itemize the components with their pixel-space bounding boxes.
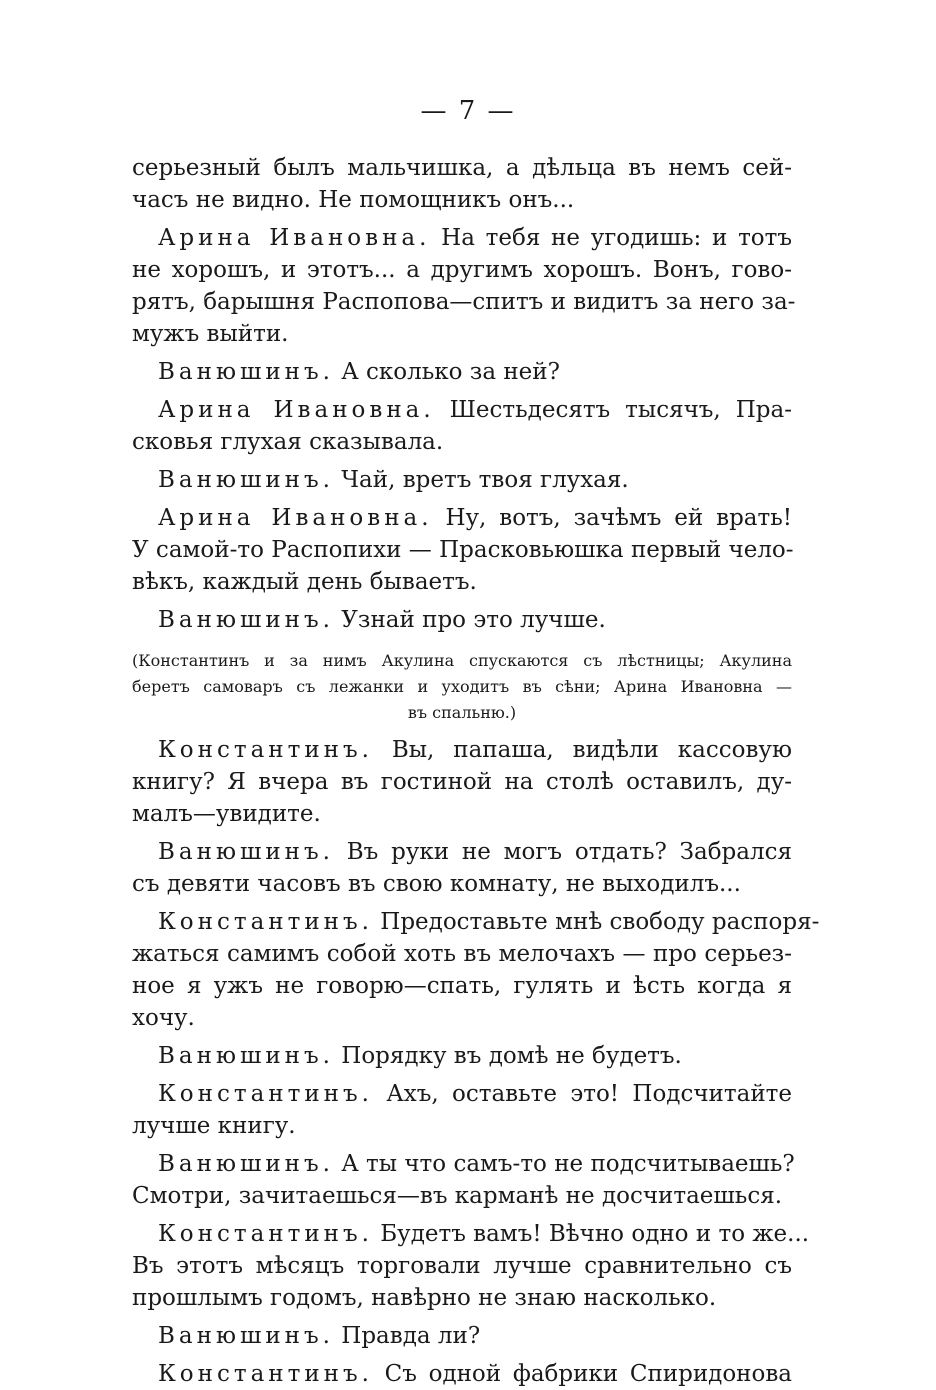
text-line — [132, 566, 792, 598]
stage-direction-text: беретъ самоваръ съ лежанки и уходитъ въ сѣни; Арина Ивановна — — [132, 677, 792, 696]
line-text: А ты что самъ-то не подсчитываешь? — [333, 1151, 795, 1177]
text-line — [132, 534, 792, 566]
play-text — [132, 152, 820, 1390]
line-text: серьезный былъ мальчишка, а дѣльца въ немъ сей- — [132, 155, 792, 181]
line-text: часъ не видно. Не помощникъ онъ... — [132, 187, 575, 213]
speaker-name: Ванюшинъ. — [158, 467, 334, 493]
speaker-name: Константинъ. — [158, 1361, 373, 1387]
line-text: прошлымъ годомъ, навѣрно не знаю насколько. — [132, 1285, 717, 1311]
text-line — [132, 1002, 792, 1034]
text-line — [132, 938, 792, 970]
speaker-name: Ванюшинъ. — [158, 1323, 334, 1349]
dialogue-line — [132, 464, 792, 496]
line-text: рятъ, барышня Распопова—спитъ и видитъ за него за- — [132, 289, 796, 315]
line-text: малъ—увидите. — [132, 801, 321, 827]
page-number: — 7 — — [420, 96, 516, 126]
line-text: сковья глухая сказывала. — [132, 429, 444, 455]
line-text: жаться самимъ собой хоть въ мелочахъ — про серьез- — [132, 941, 792, 967]
text-line — [132, 254, 792, 286]
text-line — [132, 1282, 792, 1314]
speaker-name: Константинъ. — [158, 1221, 373, 1247]
speaker-name: Ванюшинъ. — [158, 607, 334, 633]
stage-direction — [132, 700, 792, 726]
speaker-name: Ванюшинъ. — [158, 839, 334, 865]
dialogue-line — [132, 356, 792, 388]
line-text: Съ одной фабрики Спиридонова — [372, 1361, 792, 1387]
dialogue-line — [132, 222, 792, 254]
line-text: Будетъ вамъ! Вѣчно одно и то же... — [372, 1221, 810, 1247]
speaker-name: Арина Ивановна. — [158, 505, 433, 531]
text-line — [132, 766, 792, 798]
line-text: Предоставьте мнѣ свободу распоря- — [372, 909, 820, 935]
speaker-name: Ванюшинъ. — [158, 1043, 334, 1069]
dialogue-line — [132, 1078, 792, 1110]
line-text: вѣкъ, каждый день бываетъ. — [132, 569, 477, 595]
text-line — [132, 868, 792, 900]
text-line — [132, 798, 792, 830]
dialogue-line — [132, 502, 792, 534]
speaker-name: Константинъ. — [158, 1081, 373, 1107]
dialogue-line — [132, 1218, 810, 1250]
speaker-name: Ванюшинъ. — [158, 1151, 334, 1177]
line-text: Вы, папаша, видѣли кассовую — [372, 737, 792, 763]
stage-direction-text: (Константинъ и за нимъ Акулина спускаются съ лѣстницы; Акулина — [132, 651, 792, 670]
text-line — [132, 286, 796, 318]
stage-direction — [132, 674, 792, 700]
dialogue-line — [132, 906, 820, 938]
speaker-name: Ванюшинъ. — [158, 359, 334, 385]
text-line — [132, 1180, 792, 1212]
line-text: Чай, вретъ твоя глухая. — [333, 467, 629, 493]
speaker-name: Константинъ. — [158, 737, 373, 763]
line-text: А сколько за ней? — [333, 359, 560, 385]
stage-direction — [132, 648, 792, 674]
text-line — [132, 1110, 792, 1142]
line-text: мужъ выйти. — [132, 321, 289, 347]
dialogue-line — [132, 1358, 792, 1390]
line-text: Правда ли? — [333, 1323, 481, 1349]
dialogue-line — [132, 734, 792, 766]
dialogue-line — [132, 836, 792, 868]
line-text: Ну, вотъ, зачѣмъ ей врать! — [432, 505, 792, 531]
dialogue-line — [132, 1040, 792, 1072]
line-text: ное я ужъ не говорю—спать, гулять и ѣсть когда я — [132, 973, 792, 999]
line-text: Смотри, зачитаешься—въ карманѣ не досчитаешься. — [132, 1183, 783, 1209]
dialogue-line — [132, 604, 792, 636]
text-line — [132, 970, 792, 1002]
line-text: Шестьдесятъ тысячъ, Пра- — [434, 397, 792, 423]
line-text: Узнай про это лучше. — [333, 607, 606, 633]
text-line — [132, 184, 792, 216]
line-text: У самой-то Распопихи — Прасковьюшка первый чело- — [132, 537, 794, 563]
dialogue-line — [132, 1320, 792, 1352]
line-text: лучше книгу. — [132, 1113, 296, 1139]
line-text: Ахъ, оставьте это! Подсчитайте — [372, 1081, 792, 1107]
line-text: Въ этотъ мѣсяцъ торговали лучше сравнительно съ — [132, 1253, 792, 1279]
dialogue-line — [132, 394, 792, 426]
line-text: На тебя не угодишь: и тотъ — [430, 225, 792, 251]
dialogue-line — [132, 1148, 795, 1180]
line-text: книгу? Я вчера въ гостиной на столѣ оставилъ, ду- — [132, 769, 792, 795]
text-line — [132, 318, 792, 350]
line-text: Порядку въ домѣ не будетъ. — [333, 1043, 682, 1069]
text-line — [132, 152, 792, 184]
text-line — [132, 1250, 792, 1282]
speaker-name: Арина Ивановна. — [158, 225, 431, 251]
line-text: не хорошъ, и этотъ... а другимъ хорошъ. Вонъ, гово- — [132, 257, 792, 283]
speaker-name: Арина Ивановна. — [158, 397, 435, 423]
line-text: съ девяти часовъ въ свою комнату, не выходилъ... — [132, 871, 741, 897]
speaker-name: Константинъ. — [158, 909, 373, 935]
stage-direction-text: въ спальню.) — [407, 703, 517, 722]
line-text: Въ руки не могъ отдать? Забрался — [333, 839, 792, 865]
line-text: хочу. — [132, 1005, 195, 1031]
text-line — [132, 426, 792, 458]
